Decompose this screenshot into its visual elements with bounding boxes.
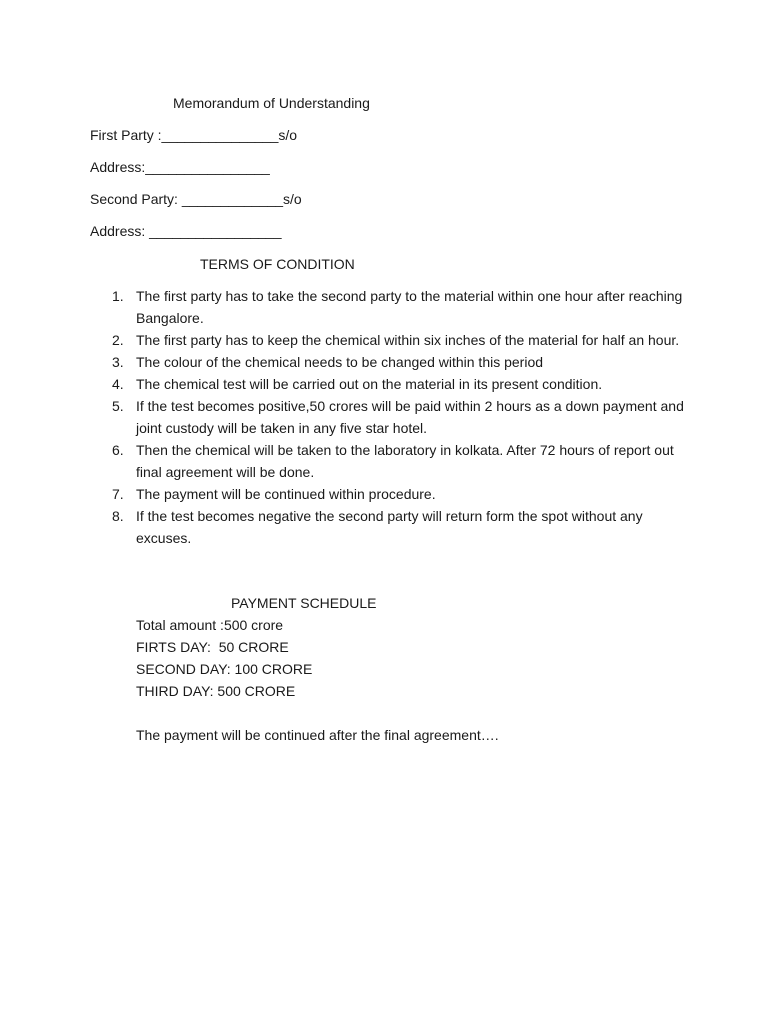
term-text: The chemical test will be carried out on the material in its present condition. <box>136 376 603 392</box>
term-item <box>90 395 690 439</box>
term-text: The colour of the chemical needs to be changed within this period <box>136 354 544 370</box>
term-item <box>90 285 690 329</box>
first-party-field: First Party :_______________s/o <box>90 127 298 143</box>
term-item <box>90 351 690 373</box>
term-text: The first party has to keep the chemical within six inches of the material for half an hour. <box>136 332 680 348</box>
closing-statement: The payment will be continued after the final agreement…. <box>136 727 499 743</box>
term-number: 7. <box>112 486 124 502</box>
payment-day-2: SECOND DAY: 100 CRORE <box>136 661 313 677</box>
term-text: The first party has to take the second party to the material within one hour after reaching Bangalore. <box>136 288 683 326</box>
term-text: If the test becomes positive,50 crores will be paid within 2 hours as a down payment and joint custody will be taken in any five star hotel. <box>136 398 684 436</box>
payment-day-3: THIRD DAY: 500 CRORE <box>136 683 296 699</box>
term-item <box>90 329 690 351</box>
term-number: 4. <box>112 376 124 392</box>
term-text: The payment will be continued within procedure. <box>136 486 436 502</box>
payment-total: Total amount :500 crore <box>136 617 284 633</box>
first-party-address-field: Address:________________ <box>90 159 270 175</box>
term-number: 6. <box>112 442 124 458</box>
document-title: Memorandum of Understanding <box>173 95 370 111</box>
term-number: 5. <box>112 398 124 414</box>
term-number: 2. <box>112 332 124 348</box>
term-number: 1. <box>112 288 124 304</box>
term-item <box>90 373 690 395</box>
term-text: Then the chemical will be taken to the laboratory in kolkata. After 72 hours of report out final agreement will be done. <box>136 442 674 480</box>
term-item <box>90 483 690 505</box>
payment-day-1: FIRTS DAY: 50 CRORE <box>136 639 289 655</box>
term-item <box>90 505 690 549</box>
term-text: If the test becomes negative the second party will return form the spot without any excuses. <box>136 508 643 546</box>
second-party-address-field: Address: _________________ <box>90 223 282 239</box>
terms-heading: TERMS OF CONDITION <box>200 256 355 272</box>
second-party-field: Second Party: _____________s/o <box>90 191 302 207</box>
payment-schedule-heading: PAYMENT SCHEDULE <box>231 595 377 611</box>
term-item <box>90 439 690 483</box>
term-number: 8. <box>112 508 124 524</box>
terms-list <box>90 285 690 549</box>
term-number: 3. <box>112 354 124 370</box>
